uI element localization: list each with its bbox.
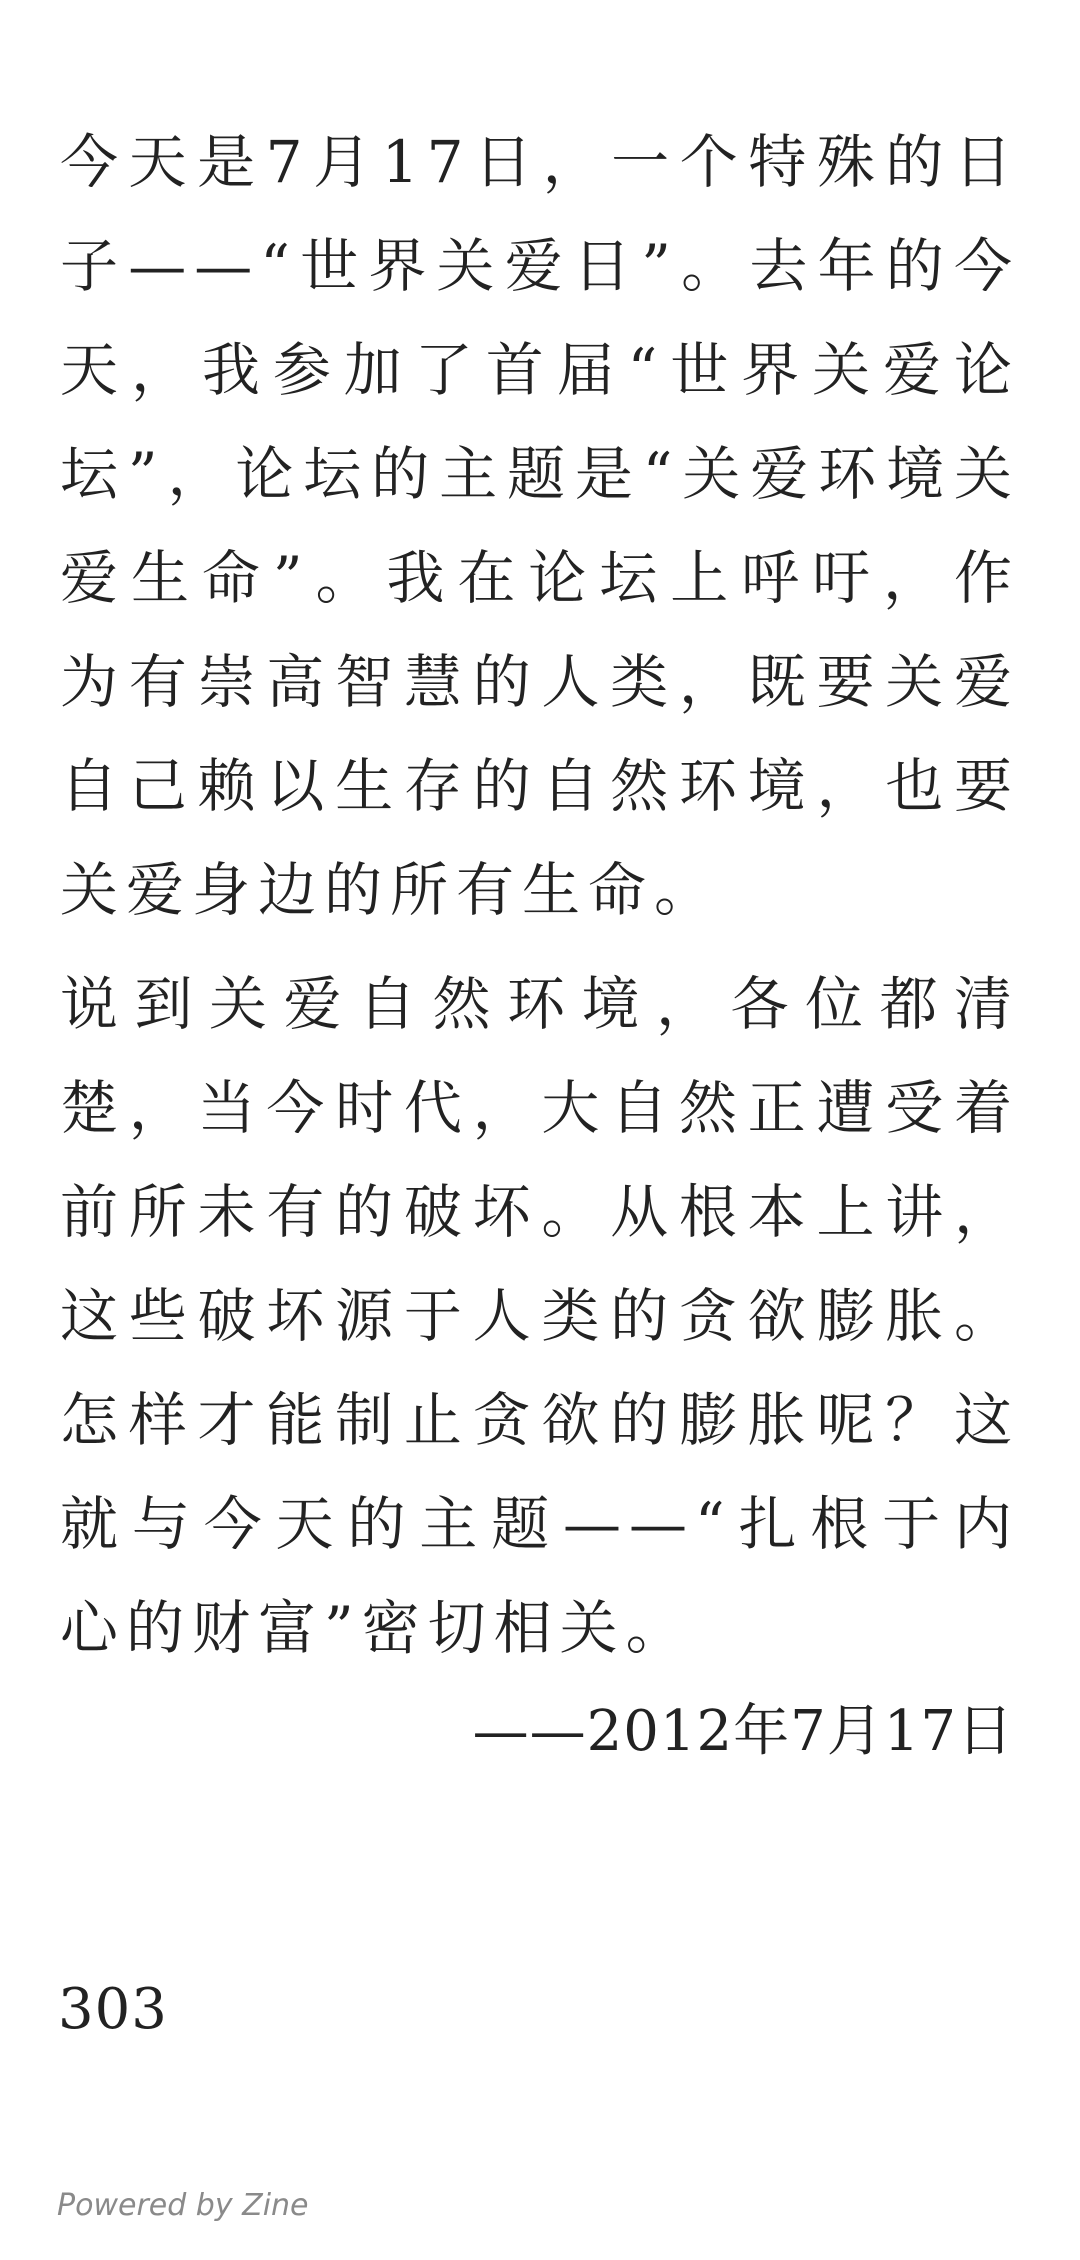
page-number: 303 bbox=[58, 1977, 168, 2042]
paragraph-2: 说到关爱自然环境，各位都清楚，当今时代，大自然正遭受着前所未有的破坏。从根本上讲，这些破坏源于人类的贪欲膨胀。怎样才能制止贪欲的膨胀呢？这就与今天的主题——“扎根于内心的财富”密切相关。 bbox=[60, 970, 1020, 1662]
paragraph-1: 今天是7月17日，一个特殊的日子——“世界关爱日”。去年的今天，我参加了首届“世界关爱论坛”，论坛的主题是“关爱环境关爱生命”。我在论坛上呼吁，作为有崇高智慧的人类，既要关爱自己赖以生存的自然环境，也要关爱身边的所有生命。 bbox=[60, 128, 1020, 924]
powered-by-label: Powered by Zine bbox=[57, 2188, 309, 2223]
dateline: ——2012年7月17日 bbox=[472, 1699, 1014, 1764]
article-body bbox=[60, 110, 1020, 1784]
